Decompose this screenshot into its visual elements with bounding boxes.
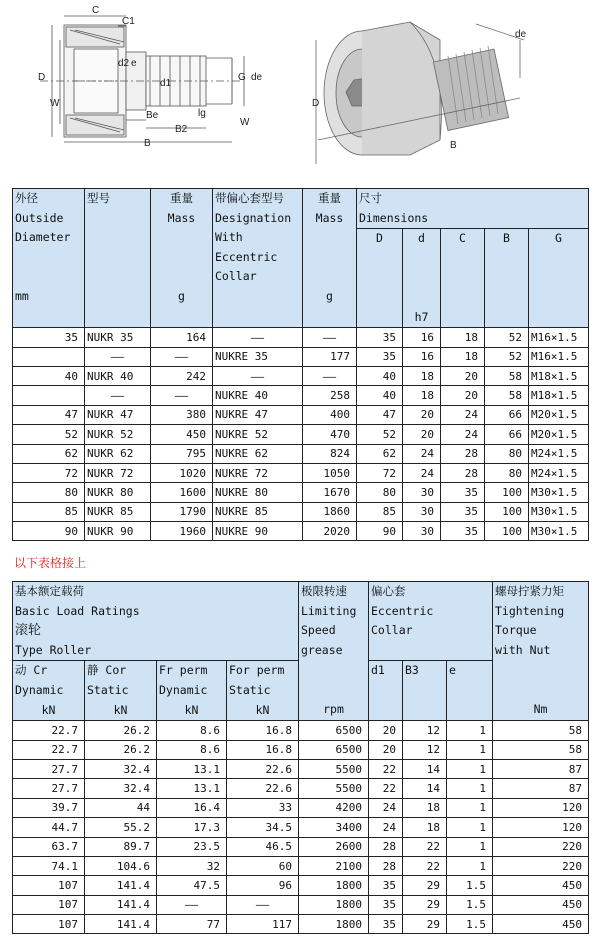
table-cell: 1 <box>447 818 493 837</box>
table-cell: 96 <box>227 876 299 895</box>
table-cell: NUKRE 62 <box>213 444 303 463</box>
table-cell: NUKRE 40 <box>213 386 303 405</box>
header-cr: 动 Cr Dynamic kN <box>13 661 85 721</box>
table-cell: —— <box>157 895 227 914</box>
header-type: 型号 <box>85 189 151 328</box>
table-cell: 22 <box>369 759 403 778</box>
label-de: de <box>251 72 263 83</box>
table-cell: 12 <box>403 740 447 759</box>
table-cell: 450 <box>151 425 213 444</box>
table-cell: 22 <box>403 856 447 875</box>
table-cell: —— <box>85 386 151 405</box>
table-cell: 14 <box>403 759 447 778</box>
table-row <box>13 876 589 895</box>
label-e: e <box>131 58 137 69</box>
label-w2: W <box>240 117 250 128</box>
table-cell: 795 <box>151 444 213 463</box>
table-cell: 22.6 <box>227 759 299 778</box>
table-cell: 164 <box>151 328 213 347</box>
table-cell: 18 <box>441 328 485 347</box>
header-tightening-torque: 螺母拧紧力矩 Tightening Torque with Nut Nm <box>493 582 589 721</box>
table-cell: 2020 <box>303 522 357 541</box>
table-cell: 58 <box>485 366 529 385</box>
table-cell: 40 <box>357 386 403 405</box>
table-cell: 35 <box>357 347 403 366</box>
table-cell: 3400 <box>299 818 369 837</box>
table-cell: 20 <box>369 740 403 759</box>
table-cell: 40 <box>357 366 403 385</box>
table-cell: 1800 <box>299 915 369 934</box>
table-cell: 450 <box>493 876 589 895</box>
table-cell: 32.4 <box>85 779 157 798</box>
table-cell: 2600 <box>299 837 369 856</box>
table-cell: 16.4 <box>157 798 227 817</box>
label-d-right: D <box>312 98 320 109</box>
table-cell: 1050 <box>303 463 357 482</box>
table-cell: 90 <box>13 522 85 541</box>
label-be: Be <box>146 110 159 121</box>
table-row <box>13 366 589 385</box>
header-dim-d-inner: d h7 <box>403 229 441 328</box>
table-cell: 1860 <box>303 502 357 521</box>
table-cell: 30 <box>403 522 441 541</box>
header-mass-2: 重量 Mass g <box>303 189 357 328</box>
dimensions-table <box>12 188 589 541</box>
table-cell: M30×1.5 <box>529 522 589 541</box>
table-cell: 177 <box>303 347 357 366</box>
table-cell: 18 <box>403 818 447 837</box>
table-cell: 32 <box>157 856 227 875</box>
table-cell: 1 <box>447 856 493 875</box>
table-cell: 29 <box>403 895 447 914</box>
table-cell: 77 <box>157 915 227 934</box>
table-cell: 74.1 <box>13 856 85 875</box>
label-b: B <box>144 138 151 149</box>
table-cell: 28 <box>441 463 485 482</box>
table-cell: 58 <box>485 386 529 405</box>
header-dim-g: G <box>529 229 589 328</box>
table-cell: 52 <box>485 328 529 347</box>
table-cell: 5500 <box>299 779 369 798</box>
table-cell: 24 <box>441 405 485 424</box>
table-row <box>13 837 589 856</box>
table-cell: 1800 <box>299 876 369 895</box>
table-cell: 16 <box>403 328 441 347</box>
table-cell: 220 <box>493 856 589 875</box>
table-cell: 16.8 <box>227 740 299 759</box>
table-cell: 20 <box>441 386 485 405</box>
label-c1: C1 <box>122 16 135 27</box>
table-row <box>13 779 589 798</box>
table-cell: 20 <box>369 721 403 740</box>
table-cell: 1.5 <box>447 876 493 895</box>
table-cell: 470 <box>303 425 357 444</box>
table-row <box>13 721 589 740</box>
table-cell: M24×1.5 <box>529 444 589 463</box>
header-limiting-speed: 极限转速 Limiting Speed grease rpm <box>299 582 369 721</box>
table-cell: 58 <box>493 740 589 759</box>
table-cell: 44 <box>85 798 157 817</box>
table-cell: 85 <box>357 502 403 521</box>
header-for-perm: For perm Static kN <box>227 661 299 721</box>
label-lg: lg <box>198 108 206 119</box>
table-cell: 28 <box>441 444 485 463</box>
table-cell: NUKR 90 <box>85 522 151 541</box>
table-cell: 141.4 <box>85 895 157 914</box>
table-cell: 22.6 <box>227 779 299 798</box>
table-cell: M16×1.5 <box>529 328 589 347</box>
table-cell: 100 <box>485 502 529 521</box>
table-cell: —— <box>303 328 357 347</box>
table-cell: 1960 <box>151 522 213 541</box>
table-row <box>13 463 589 482</box>
table-cell: 60 <box>227 856 299 875</box>
table-cell: 242 <box>151 366 213 385</box>
table-row <box>13 798 589 817</box>
table-cell: 18 <box>403 386 441 405</box>
table-cell: 22 <box>403 837 447 856</box>
table-cell: 35 <box>357 328 403 347</box>
table-cell: 24 <box>441 425 485 444</box>
table-cell: NUKR 52 <box>85 425 151 444</box>
table-cell: NUKR 72 <box>85 463 151 482</box>
table-cell: 52 <box>13 425 85 444</box>
table-cell <box>13 347 85 366</box>
table-cell: 35 <box>369 915 403 934</box>
header-b3: B3 <box>403 661 447 721</box>
table-cell: 63.7 <box>13 837 85 856</box>
table-cell: 35 <box>369 876 403 895</box>
table-cell: 58 <box>493 721 589 740</box>
header-outer-diameter: 外径 Outside Diameter mm <box>13 189 85 328</box>
table-cell: 5500 <box>299 759 369 778</box>
table-cell: 72 <box>357 463 403 482</box>
table-cell: 24 <box>403 444 441 463</box>
table-cell: NUKR 85 <box>85 502 151 521</box>
table-cell: 18 <box>403 798 447 817</box>
table-row <box>13 740 589 759</box>
continued-note: 以下表格接上 <box>14 556 87 570</box>
table-row <box>13 386 589 405</box>
table-cell: 28 <box>369 856 403 875</box>
table-cell: M18×1.5 <box>529 366 589 385</box>
header-eccentric-collar: 偏心套 Eccentric Collar <box>369 582 493 661</box>
table-cell: 1 <box>447 837 493 856</box>
table-row <box>13 328 589 347</box>
table-cell: 1 <box>447 721 493 740</box>
table-cell: 107 <box>13 895 85 914</box>
table-cell: 34.5 <box>227 818 299 837</box>
table-cell: 24 <box>369 798 403 817</box>
table-cell: 47 <box>13 405 85 424</box>
table-cell: 29 <box>403 915 447 934</box>
table-cell: NUKR 35 <box>85 328 151 347</box>
label-d1: d1 <box>160 78 172 89</box>
header-mass: 重量 Mass g <box>151 189 213 328</box>
table-cell: 24 <box>369 818 403 837</box>
table-cell: 107 <box>13 915 85 934</box>
table-cell: 87 <box>493 759 589 778</box>
table-cell: 450 <box>493 895 589 914</box>
label-g: G <box>238 72 246 83</box>
table-row <box>13 915 589 934</box>
table-cell: 52 <box>485 347 529 366</box>
table-cell: NUKR 80 <box>85 483 151 502</box>
table-cell: —— <box>213 366 303 385</box>
load-ratings-table <box>12 581 589 934</box>
table-cell: 8.6 <box>157 740 227 759</box>
table-cell: 27.7 <box>13 759 85 778</box>
table-cell: 85 <box>13 502 85 521</box>
table-cell: 16.8 <box>227 721 299 740</box>
table-cell: 47 <box>357 405 403 424</box>
table-cell: 32.4 <box>85 759 157 778</box>
cross-section-drawing <box>40 16 244 142</box>
header-dim-d-outer: D <box>357 229 403 328</box>
table-row <box>13 347 589 366</box>
table-cell: 40 <box>13 366 85 385</box>
table-cell: —— <box>151 347 213 366</box>
header-dimensions: 尺寸 Dimensions <box>357 189 589 229</box>
table-cell: NUKR 40 <box>85 366 151 385</box>
table-cell: M24×1.5 <box>529 463 589 482</box>
table-cell: 2100 <box>299 856 369 875</box>
table-cell: 120 <box>493 798 589 817</box>
table-row <box>13 895 589 914</box>
table-cell: 1 <box>447 740 493 759</box>
table-cell: 1600 <box>151 483 213 502</box>
table-cell: NUKRE 85 <box>213 502 303 521</box>
bearing-drawing <box>0 0 600 180</box>
table-cell: 1.5 <box>447 895 493 914</box>
table-cell: NUKRE 35 <box>213 347 303 366</box>
table-cell: 22 <box>369 779 403 798</box>
table-row <box>13 425 589 444</box>
table-cell: 72 <box>13 463 85 482</box>
table-cell: 22.7 <box>13 721 85 740</box>
table-cell: 24 <box>403 463 441 482</box>
table-cell: NUKRE 90 <box>213 522 303 541</box>
table-cell: 39.7 <box>13 798 85 817</box>
table-cell: 17.3 <box>157 818 227 837</box>
table-cell: NUKR 47 <box>85 405 151 424</box>
table-cell: 120 <box>493 818 589 837</box>
table-cell: 27.7 <box>13 779 85 798</box>
table-cell: 30 <box>403 483 441 502</box>
table-cell: 13.1 <box>157 759 227 778</box>
header-cor: 静 Cor Static kN <box>85 661 157 721</box>
table-cell: 1 <box>447 798 493 817</box>
table-cell: 14 <box>403 779 447 798</box>
table-cell: M30×1.5 <box>529 483 589 502</box>
table-cell: 13.1 <box>157 779 227 798</box>
table-cell: 87 <box>493 779 589 798</box>
table-cell: 1 <box>447 759 493 778</box>
header-d1: d1 <box>369 661 403 721</box>
table-cell: 35 <box>441 522 485 541</box>
table-cell: —— <box>85 347 151 366</box>
table-cell: 35 <box>369 895 403 914</box>
table-cell: 824 <box>303 444 357 463</box>
label-b2: B2 <box>175 124 188 135</box>
table-row <box>13 502 589 521</box>
table-cell: —— <box>213 328 303 347</box>
table-cell: 450 <box>493 915 589 934</box>
table-cell: 29 <box>403 876 447 895</box>
table-cell: 80 <box>13 483 85 502</box>
table-cell: 16 <box>403 347 441 366</box>
table-cell: 400 <box>303 405 357 424</box>
table-cell: 28 <box>369 837 403 856</box>
table-cell: 30 <box>403 502 441 521</box>
table-cell <box>13 386 85 405</box>
table-cell: M30×1.5 <box>529 502 589 521</box>
table-row <box>13 522 589 541</box>
table-cell: 18 <box>403 366 441 385</box>
table-cell: 141.4 <box>85 915 157 934</box>
table-cell: 35 <box>441 483 485 502</box>
table-cell: 117 <box>227 915 299 934</box>
table-cell: 23.5 <box>157 837 227 856</box>
table-cell: 80 <box>357 483 403 502</box>
table-cell: M16×1.5 <box>529 347 589 366</box>
label-de-right: de <box>515 29 527 40</box>
table-cell: 6500 <box>299 740 369 759</box>
table-cell: 26.2 <box>85 740 157 759</box>
table-cell: NUKRE 52 <box>213 425 303 444</box>
label-w: W <box>50 98 60 109</box>
table-cell: 62 <box>357 444 403 463</box>
table-cell: NUKR 62 <box>85 444 151 463</box>
table-row <box>13 405 589 424</box>
table-cell: 141.4 <box>85 876 157 895</box>
table-row <box>13 444 589 463</box>
header-fr-perm: Fr perm Dynamic kN <box>157 661 227 721</box>
header-eccentric-designation: 带偏心套型号 Designation With Eccentric Collar <box>213 189 303 328</box>
table-cell: 52 <box>357 425 403 444</box>
table-cell: 66 <box>485 425 529 444</box>
table-cell: 80 <box>485 444 529 463</box>
table-cell: 1790 <box>151 502 213 521</box>
table-cell: 4200 <box>299 798 369 817</box>
table-cell: 55.2 <box>85 818 157 837</box>
table-cell: 47.5 <box>157 876 227 895</box>
header-dim-c: C <box>441 229 485 328</box>
table-cell: 20 <box>403 405 441 424</box>
table-cell: 220 <box>493 837 589 856</box>
table-cell: 100 <box>485 522 529 541</box>
label-c: C <box>92 5 100 16</box>
table-cell: 1670 <box>303 483 357 502</box>
table-cell: —— <box>227 895 299 914</box>
table-row <box>13 818 589 837</box>
table-cell: 33 <box>227 798 299 817</box>
table-cell: 90 <box>357 522 403 541</box>
table-cell: 80 <box>485 463 529 482</box>
table-cell: 66 <box>485 405 529 424</box>
table-cell: 44.7 <box>13 818 85 837</box>
table-cell: 8.6 <box>157 721 227 740</box>
table-cell: 35 <box>13 328 85 347</box>
table-cell: 22.7 <box>13 740 85 759</box>
table-cell: 46.5 <box>227 837 299 856</box>
table-cell: 12 <box>403 721 447 740</box>
table-cell: 62 <box>13 444 85 463</box>
table-cell: M20×1.5 <box>529 405 589 424</box>
label-d2: d2 <box>118 58 130 69</box>
table-cell: —— <box>303 366 357 385</box>
table-row <box>13 483 589 502</box>
table-cell: NUKRE 47 <box>213 405 303 424</box>
perspective-drawing <box>316 22 524 164</box>
table-cell: 107 <box>13 876 85 895</box>
header-e: e <box>447 661 493 721</box>
header-dim-b: B <box>485 229 529 328</box>
table-cell: M20×1.5 <box>529 425 589 444</box>
table-cell: 20 <box>441 366 485 385</box>
table-cell: NUKRE 80 <box>213 483 303 502</box>
table-cell: 1800 <box>299 895 369 914</box>
table-cell: 258 <box>303 386 357 405</box>
table-cell: 89.7 <box>85 837 157 856</box>
label-d: D <box>38 72 46 83</box>
table-cell: 100 <box>485 483 529 502</box>
table-row <box>13 856 589 875</box>
table-cell: —— <box>151 386 213 405</box>
table-cell: 35 <box>441 502 485 521</box>
table-cell: 1 <box>447 779 493 798</box>
label-b-right: B <box>450 140 457 151</box>
table-cell: 26.2 <box>85 721 157 740</box>
table-cell: NUKRE 72 <box>213 463 303 482</box>
table-cell: 6500 <box>299 721 369 740</box>
table-cell: M18×1.5 <box>529 386 589 405</box>
table-cell: 380 <box>151 405 213 424</box>
table-row <box>13 759 589 778</box>
header-basic-load: 基本额定载荷 Basic Load Ratings 滚轮 Type Roller <box>13 582 299 661</box>
table-cell: 1.5 <box>447 915 493 934</box>
table-cell: 1020 <box>151 463 213 482</box>
table-cell: 18 <box>441 347 485 366</box>
table-cell: 104.6 <box>85 856 157 875</box>
table-cell: 20 <box>403 425 441 444</box>
